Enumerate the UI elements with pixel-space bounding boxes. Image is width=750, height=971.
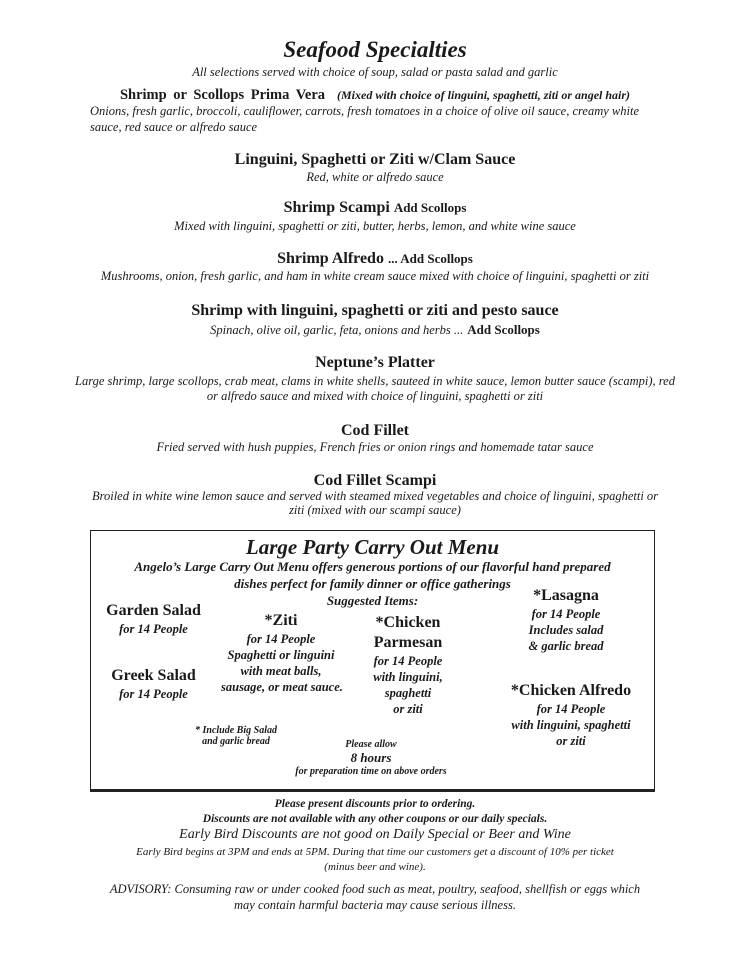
item-description (0, 321, 750, 339)
item-line: for 14 People (119, 687, 188, 701)
note-line: * Include Big Salad (195, 725, 277, 736)
item-description (90, 103, 639, 135)
desc-line: Broiled in white wine lemon sauce and served with steamed mixed vegetables and choice of linguini, spaghetti or (91, 489, 659, 503)
chicken-alfredo (491, 681, 651, 749)
advisory-line: may contain harmful bacteria may cause serious illness. (234, 898, 516, 912)
section-title: Seafood Specialties (283, 37, 467, 62)
desc-line: Spinach, olive oil, garlic, feta, onions and herbs ... (210, 323, 464, 337)
item-line: with linguini, spaghetti (511, 718, 631, 732)
section-subtitle: All selections served with choice of soup, salad or pasta salad and garlic (192, 65, 558, 79)
item-line: spaghetti (384, 686, 432, 700)
ziti (221, 611, 341, 695)
menu-item-prima-vera (0, 86, 750, 104)
item-description: Fried served with hush puppies, French fries or onion rings and homemade tatar sauce (156, 440, 594, 454)
party-intro-2: dishes perfect for family dinner or office gatherings (234, 576, 511, 591)
item-note: (Mixed with choice of linguini, spaghetti, ziti or angel hair) (337, 88, 631, 102)
item-line: Includes salad (528, 623, 604, 637)
note-line: Please allow (345, 739, 397, 750)
footer-line: (minus beer and wine). (324, 861, 426, 873)
item-addon: Add Scollops (467, 322, 540, 337)
desc-line: or alfredo sauce and mixed with choice of linguini, spaghetti or ziti (206, 389, 544, 403)
item-line: for 14 People (531, 607, 601, 621)
item-addon: ... Add Scollops (387, 251, 473, 266)
item-line: sausage, or meat sauce. (221, 680, 343, 694)
menu-item-shrimp-alfredo (0, 250, 750, 268)
item-name: Shrimp or Scollops Prima Vera (119, 87, 326, 103)
advisory-line: ADVISORY: Consuming raw or under cooked food such as meat, poultry, seafood, shellfish or eggs which (109, 882, 641, 896)
footer-line: Discounts are not available with any other coupons or our daily specials. (202, 813, 548, 825)
item-name: Cod Fillet Scampi (313, 472, 437, 489)
item-name: Linguini, Spaghetti or Ziti w/Clam Sauce (234, 151, 516, 168)
item-line: & garlic bread (528, 639, 604, 653)
desc-line: ziti (mixed with our scampi sauce) (289, 503, 461, 517)
footer-line: Please present discounts prior to ordering. (274, 798, 476, 810)
item-name: *Ziti (264, 612, 298, 629)
item-line: or ziti (393, 702, 423, 716)
item-name: Greek Salad (111, 667, 196, 684)
desc-line: Onions, fresh garlic, broccoli, cauliflower, carrots, fresh tomatoes in a choice of olive oil sauce, creamy white (90, 104, 639, 118)
item-name: Garden Salad (106, 602, 201, 619)
item-description: Mushrooms, onion, fresh garlic, and ham in white cream sauce mixed with choice of linguini, spaghetti or ziti (100, 269, 650, 283)
large-party-box (90, 530, 655, 792)
suggested-label: Suggested Items: (326, 593, 419, 608)
item-line: for 14 People (246, 632, 316, 646)
item-name: *Lasagna (533, 587, 599, 604)
item-name: Parmesan (373, 634, 443, 651)
party-intro-1: Angelo’s Large Carry Out Menu offers generous portions of our flavorful hand prepared (134, 559, 611, 574)
footer-line: Early Bird begins at 3PM and ends at 5PM. During that time our customers get a discount of 10% per ticket (136, 846, 614, 858)
menu-item-shrimp-scampi (0, 199, 750, 217)
garden-salad (96, 601, 211, 637)
item-line: Spaghetti or linguini (227, 648, 335, 662)
preparation-note (271, 739, 471, 777)
item-line: for 14 People (536, 702, 606, 716)
note-line: and garlic bread (202, 736, 270, 747)
early-bird-heading: Early Bird Discounts are not good on Daily Special or Beer and Wine (179, 827, 571, 842)
item-name: Cod Fillet (341, 422, 409, 439)
item-description: Red, white or alfredo sauce (306, 170, 444, 184)
party-title: Large Party Carry Out Menu (245, 535, 500, 559)
item-name: Shrimp Scampi (283, 199, 390, 216)
desc-line: sauce, red sauce or alfredo sauce (90, 120, 258, 134)
item-addon: Add Scollops (393, 200, 467, 215)
item-line: or ziti (556, 734, 586, 748)
item-line: with meat balls, (240, 664, 322, 678)
desc-line: Large shrimp, large scollops, crab meat, clams in white shells, sauteed in white sauce, lemon butter sauce (scampi), red (75, 374, 675, 388)
item-name: *Chicken (375, 614, 441, 631)
item-name: Neptune’s Platter (315, 354, 435, 371)
note-line: for preparation time on above orders (295, 766, 447, 777)
item-line: for 14 People (119, 622, 188, 636)
chicken-parmesan (353, 613, 463, 717)
item-description: Mixed with linguini, spaghetti or ziti, butter, herbs, lemon, and white wine sauce (174, 219, 576, 233)
greek-salad (96, 666, 211, 702)
item-name: Shrimp Alfredo (277, 250, 384, 267)
item-line: with linguini, (373, 670, 443, 684)
item-line: for 14 People (373, 654, 443, 668)
item-name: Shrimp with linguini, spaghetti or ziti and pesto sauce (191, 302, 559, 319)
lasagna (506, 586, 626, 654)
note-hours: 8 hours (350, 750, 392, 765)
item-name: *Chicken Alfredo (510, 682, 632, 699)
